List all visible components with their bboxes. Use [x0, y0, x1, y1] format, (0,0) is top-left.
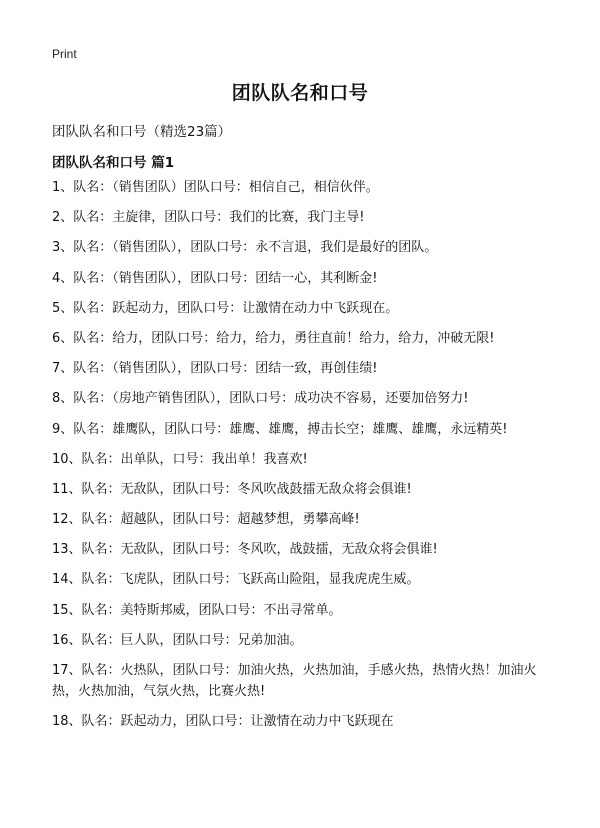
list-item: 2、队名：主旋律，团队口号：我们的比赛，我门主导!	[52, 210, 365, 226]
list-item: 8、队名：（房地产销售团队），团队口号：成功决不容易，还要加倍努力!	[52, 391, 469, 407]
list-item: 15、队名：美特斯邦威，团队口号：不出寻常单。	[52, 602, 342, 618]
list-item: 1、队名：（销售团队）团队口号：相信自己，相信伙伴。	[52, 180, 379, 195]
list-item: 10、队名：出单队，口号：我出单！我喜欢!	[52, 451, 308, 467]
list-item: 6、队名：给力，团队口号：给力，给力，勇往直前！给力，给力，冲破无限!	[52, 330, 495, 346]
document-subtitle: 团队队名和口号（精选23篇）	[52, 124, 232, 140]
list-item: 7、队名：（销售团队），团队口号：团结一致，再创佳绩!	[52, 361, 378, 377]
list-item: 5、队名：跃起动力，团队口号：让激情在动力中飞跃现在。	[52, 300, 399, 316]
list-item: 13、队名：无敌队，团队口号：冬风吹，战鼓擂，无敌众将会俱谁!	[52, 542, 438, 558]
document-title: 团队队名和口号	[231, 82, 369, 104]
print-link[interactable]: Print	[52, 47, 77, 61]
list-item: 4、队名：（销售团队），团队口号：团结一心，其利断金!	[52, 270, 378, 286]
list-item: 17、队名：火热队，团队口号：加油火热，火热加油，手感火热，热情火热！加油火热，火热加油，气氛火热，比赛火热!	[52, 663, 537, 699]
list-item: 16、队名：巨人队，团队口号：兄弟加油。	[52, 632, 303, 648]
list-item: 12、队名：超越队，团队口号：超越梦想，勇攀高峰!	[52, 512, 360, 528]
list-item: 18、队名：跃起动力，团队口号：让激情在动力中飞跃现在	[52, 714, 394, 730]
list-item: 3、队名：（销售团队），团队口号：永不言退，我们是最好的团队。	[52, 240, 438, 256]
list-item: 11、队名：无敌队，团队口号：冬风吹战鼓擂无敌众将会俱谁!	[52, 481, 412, 497]
section-heading: 团队队名和口号 篇1	[52, 155, 175, 171]
list-item: 14、队名：飞虎队，团队口号：飞跃高山险阻，显我虎虎生威。	[52, 572, 420, 588]
list-item: 9、队名：雄鹰队，团队口号：雄鹰、雄鹰，搏击长空；雄鹰、雄鹰，永远精英!	[52, 421, 508, 437]
entry-list	[52, 178, 552, 742]
